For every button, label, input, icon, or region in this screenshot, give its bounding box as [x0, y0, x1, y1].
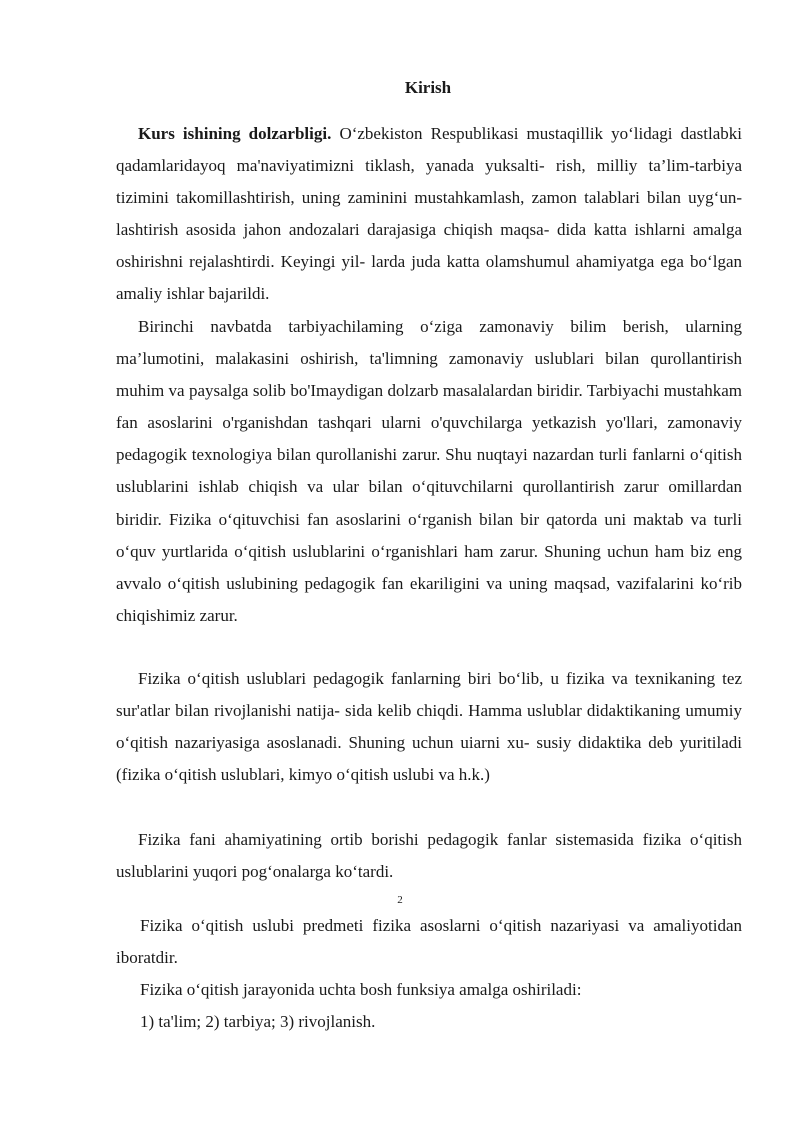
document-title: Kirish: [404, 78, 452, 97]
paragraph-functions: Fizika o‘qitish jarayonida uchta bosh funksiya amalga oshiriladi:: [140, 980, 582, 999]
relevance-text: O‘zbekiston Respublikasi mustaqillik yo‘lidagi dastlabki qadamlaridayoq ma'naviyatimizni tiklash, yanada yuksalti- rish, milliy ta’lim-tarbiya tizimini takomillashtirish, uning zaminini mustahkamlash, zamon talablari bilan uyg‘un- lashtirish asosida jahon andozalari darajasiga chiqish maqsa- dida katta ishlarni amalga oshirishni rejalashtirdi. Keyingi yil- larda juda katta olamshumul ahamiyatga ega bo‘lgan amaliy ishlar bajarildi.: [116, 124, 742, 304]
importance-text: Fizika fani ahamiyatining ortib borishi pedagogik fanlar sistemasida fizika o‘qitish uslublarini yuqori pog‘onalarga ko‘tardi.: [116, 830, 742, 882]
paragraph-importance: [116, 824, 742, 888]
methods-text: Fizika o‘qitish uslublari pedagogik fanlarning biri bo‘lib, u fizika va texnikaning tez sur'atlar bilan rivojlanishi natija- sida kelib chiqdi. Hamma uslublar didaktikaning umumiy o‘qitish nazariyasiga asoslanadi. Shuning uchun uiarni xu- susiy didaktika deb yuritiladi (fizika o‘qitish uslublari, kimyo o‘qitish uslubi va h.k.): [116, 669, 742, 785]
subject-text: Fizika o‘qitish uslubi predmeti fizika asoslarni o‘qitish nazariyasi va amaliyotidan iboratdir.: [116, 916, 742, 968]
paragraph-methods: [116, 663, 742, 791]
paragraph-teachers: [116, 311, 742, 632]
paragraph-subject: [116, 910, 742, 974]
teachers-text: Birinchi navbatda tarbiyachilaming o‘ziga zamonaviy bilim berish, ularning ma’lumotini, malakasini oshirish, ta'limning zamonaviy uslublari bilan qurollantirish muhim va paysalga solib bo'Imaydigan dolzarb masalalardan biridir. Tarbiyachi mustahkam fan asoslarini o'rganishdan tashqari ularni o'quvchilarga yetkazish yo'llari, zamonaviy pedagogik texnologiya bilan qurollanishi zarur. Shu nuqtayi nazardan turli fanlarni o‘qitish uslublarini ishlab chiqish va ular bilan o‘qituvchilarni qurollantirish zarur omillardan biridir. Fizika o‘qituvchisi fan asoslarini o‘rganish bilan bir qatorda uni maktab va turli o‘quv yurtlarida o‘qitish uslublarini o‘rganishlari ham zarur. Shuning uchun ham biz eng avvalo o‘qitish uslubining pedagogik fan ekariligini va uning maqsad, vazifalarini ko‘rib chiqishimiz zarur.: [116, 317, 742, 625]
relevance-heading: Kurs ishining dolzarbligi.: [138, 124, 332, 143]
functions-list: 1) ta'lim; 2) tarbiya; 3) rivojlanish.: [140, 1012, 376, 1031]
paragraph-relevance: [116, 118, 742, 311]
page-number: 2: [397, 894, 403, 906]
